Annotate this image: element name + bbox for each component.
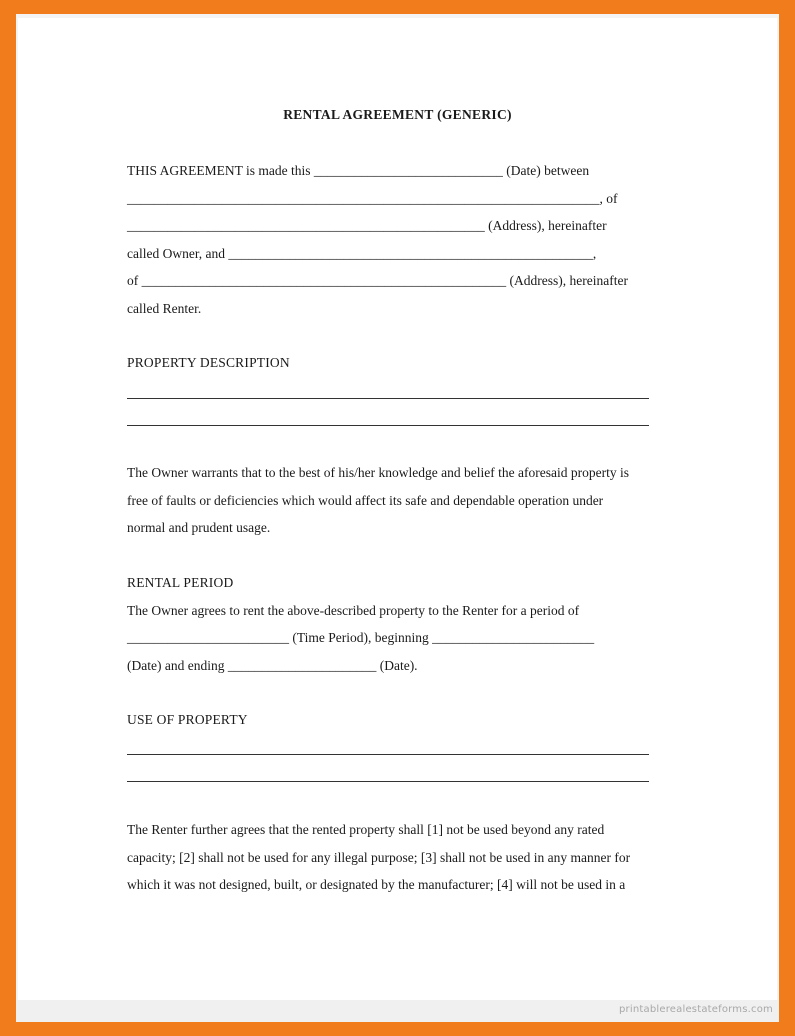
rental-period-heading: RENTAL PERIOD: [127, 575, 234, 590]
intro-line-6: called Renter.: [127, 301, 202, 316]
property-description-heading: PROPERTY DESCRIPTION: [127, 355, 290, 370]
intro-line-5: of ______________________________________________________ (Address), hereinafter: [127, 273, 628, 288]
intro-line-1: THIS AGREEMENT is made this ____________________________ (Date) between: [127, 163, 590, 178]
property-description-blank-1: [127, 398, 649, 399]
rental-period-line-3: (Date) and ending ______________________ (Date).: [127, 658, 418, 673]
rental-period-line-2: ________________________ (Time Period), beginning ________________________: [127, 630, 595, 645]
document-title: RENTAL AGREEMENT (GENERIC): [283, 107, 512, 122]
use-of-property-blank-2: [127, 781, 649, 782]
rental-period-line-1: The Owner agrees to rent the above-described property to the Renter for a period of: [127, 603, 580, 618]
use-of-property-heading: USE OF PROPERTY: [127, 712, 248, 727]
warranty-line-1: The Owner warrants that to the best of his/her knowledge and belief the aforesaid property is: [127, 465, 629, 480]
renter-line-1: The Renter further agrees that the rented property shall [1] not be used beyond any rated: [127, 822, 605, 837]
watermark: printablerealestateforms.com: [619, 1004, 773, 1015]
use-of-property-blank-1: [127, 754, 649, 755]
intro-line-2: ______________________________________________________________________, of: [127, 191, 618, 206]
warranty-line-2: free of faults or deficiencies which would affect its safe and dependable operation under: [127, 493, 604, 508]
property-description-blank-2: [127, 425, 649, 426]
intro-line-3: _____________________________________________________ (Address), hereinafter: [127, 218, 607, 233]
intro-line-4: called Owner, and ______________________________________________________,: [127, 246, 597, 261]
warranty-line-3: normal and prudent usage.: [127, 520, 271, 535]
renter-line-2: capacity; [2] shall not be used for any illegal purpose; [3] shall not be used in any manner for: [127, 850, 631, 865]
renter-line-3: which it was not designed, built, or designated by the manufacturer; [4] will not be used in a: [127, 877, 626, 892]
